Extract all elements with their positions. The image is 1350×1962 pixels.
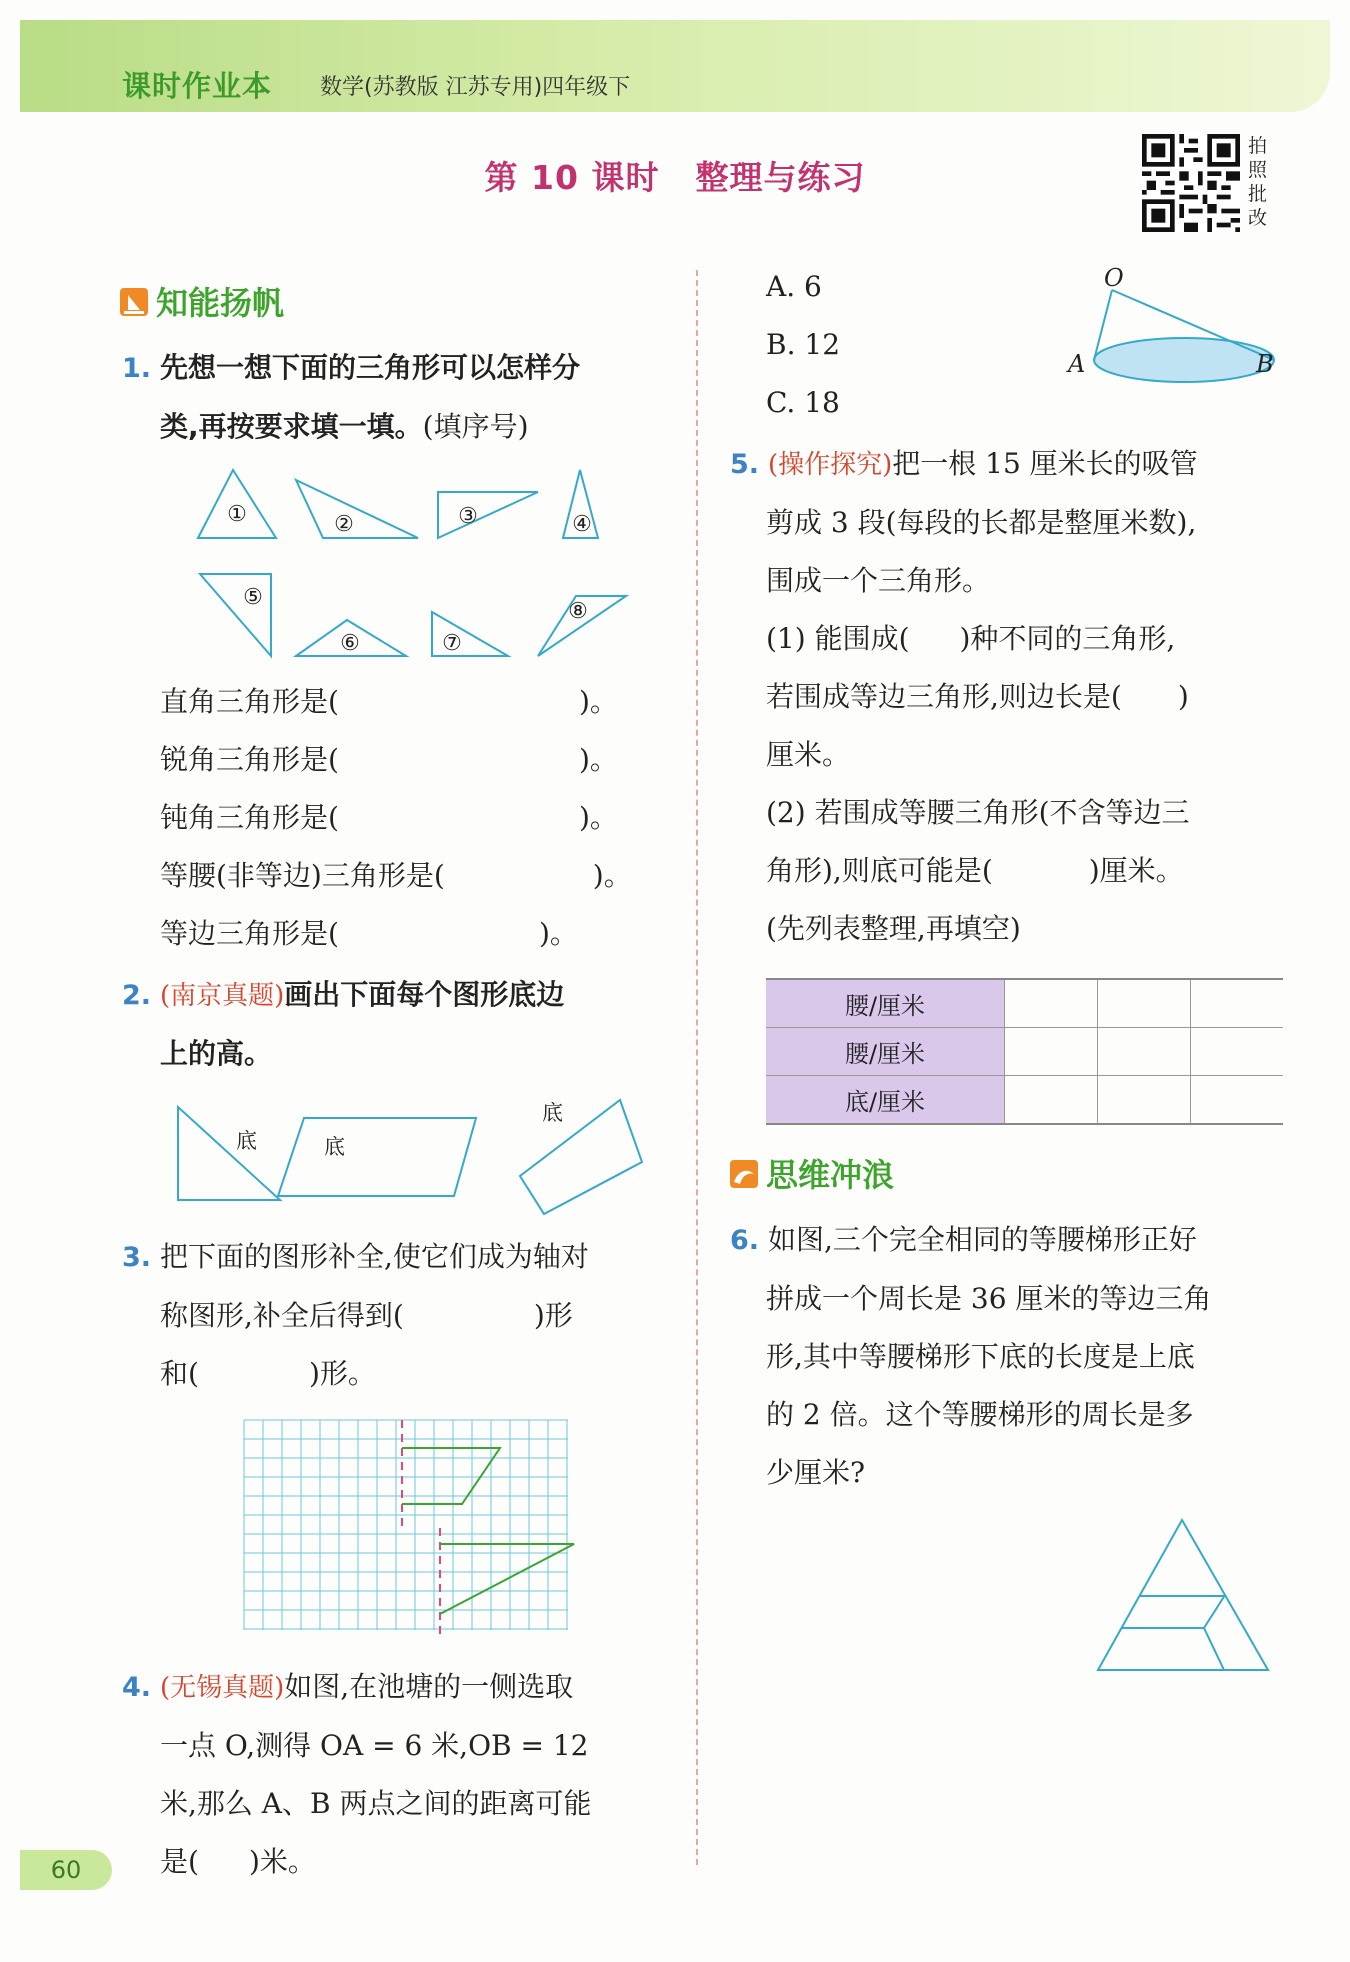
qr-code-icon[interactable] [1142,134,1240,232]
q1-blank-4-pre: 等腰(非等边)三角形是( [160,859,445,892]
triangle-2 [296,480,418,538]
q3-line1: 把下面的图形补全,使它们成为轴对 [159,1240,589,1273]
q2-quadrilateral [520,1100,642,1214]
q4-tag: (无锡真题) [159,1673,285,1703]
q5-p2a: (2) 若围成等腰三角形(不含等边三 [766,796,1190,829]
q6-triangle-figure [1094,1516,1274,1676]
q1-blank-1-pre: 直角三角形是( [160,685,339,718]
q5-p2b: 角形),则底可能是( [766,854,993,887]
q2-line2: 上的高。 [160,1037,273,1070]
point-o-label: O [1104,264,1124,292]
q1-blanks [160,673,680,963]
point-a-label: A [1068,350,1086,378]
q4-option-b[interactable]: B. 12 [766,328,841,361]
q6-line1: 如图,三个完全相同的等腰梯形正好 [767,1223,1197,1256]
q5-p1d: ) [1177,680,1189,713]
table-cell[interactable] [1191,1028,1284,1076]
q5-p1b: )种不同的三角形, [959,622,1176,655]
page-number: 60 [20,1850,112,1890]
pond-ellipse [1094,338,1274,382]
q3-line3b: )形。 [308,1357,376,1390]
section-title-1-text: 知能扬帆 [156,284,285,322]
triangle-label-4: ④ [572,512,592,537]
table-cell[interactable] [1191,1076,1284,1125]
qr-label: 拍照批改 [1248,135,1268,229]
q4-line2: 一点 O,测得 OA = 6 米,OB = 12 [160,1729,589,1762]
q3-number: 3. [122,1242,152,1273]
section-title-1 [120,278,284,324]
q5-number: 5. [730,449,760,480]
wave-icon [730,1160,758,1188]
q1-blank-3-post: )。 [578,801,618,834]
table-row [766,1076,1283,1125]
q2-figures[interactable] [170,1090,650,1220]
q1-blank-5-pre: 等边三角形是( [160,917,339,950]
brand-title: 课时作业本 [122,69,273,103]
table-cell[interactable] [1191,979,1284,1028]
table-row [766,1028,1283,1076]
q5-tag: (操作探究) [767,450,893,480]
triangle-label-3: ③ [458,504,478,529]
question-1 [122,339,682,456]
table-cell[interactable] [1005,979,1098,1028]
question-5 [730,435,1310,958]
q2-base-label-2: 底 [324,1135,345,1159]
q2-line1: 画出下面每个图形底边 [284,978,565,1011]
triangle-3 [438,492,538,538]
q5-row-label-2: 腰/厘米 [766,1028,1005,1076]
q5-row-label-3: 底/厘米 [766,1076,1005,1125]
q5-line1: 把一根 15 厘米长的吸管 [892,447,1198,480]
q1-number: 1. [122,353,152,384]
point-b-label: B [1256,350,1274,378]
q3-line3a: 和( [160,1357,199,1390]
q6-line5: 少厘米? [766,1456,866,1489]
column-divider [696,270,698,1865]
q1-blank-2-pre: 锐角三角形是( [160,743,339,776]
q6-line2: 拼成一个周长是 36 厘米的等边三角 [766,1282,1212,1315]
q5-p2d: (先列表整理,再填空) [766,912,1021,945]
q1-line1: 先想一想下面的三角形可以怎样分 [159,351,580,384]
q2-number: 2. [122,980,152,1011]
trapezoid-edge-3 [1204,1628,1224,1670]
q2-base-label-3: 底 [542,1101,563,1125]
question-3 [122,1228,682,1403]
section-title-2 [730,1150,894,1196]
q6-line4: 的 2 倍。这个等腰梯形的周长是多 [766,1398,1194,1431]
q4-line3: 米,那么 A、B 两点之间的距离可能 [160,1787,592,1820]
table-cell[interactable] [1005,1028,1098,1076]
q3-line2b: )形 [533,1299,573,1332]
q2-tag: (南京真题) [159,981,285,1011]
q4-line4b: )米。 [248,1845,316,1878]
triangle-label-5: ⑤ [243,585,263,610]
triangle-label-8: ⑧ [568,599,588,624]
q5-table[interactable] [766,978,1283,1125]
q2-base-label-1: 底 [236,1129,257,1153]
question-6 [730,1211,1310,1502]
q1-triangles-figure [180,460,630,670]
table-row [766,979,1283,1028]
sail-icon [120,288,148,316]
q5-row-label-1: 腰/厘米 [766,979,1005,1028]
table-cell[interactable] [1098,1028,1191,1076]
q5-line2: 剪成 3 段(每段的长都是整厘米数), [766,506,1197,539]
q4-number: 4. [122,1672,152,1703]
q4-line1: 如图,在池塘的一侧选取 [284,1670,574,1703]
table-cell[interactable] [1098,1076,1191,1125]
triangle-label-7: ⑦ [442,631,462,656]
q5-line3: 围成一个三角形。 [766,564,991,597]
q6-number: 6. [730,1225,760,1256]
q1-blank-4-post: )。 [592,859,632,892]
triangle-label-2: ② [334,512,354,537]
q3-shape-lower [440,1544,574,1614]
question-2 [122,966,682,1083]
section-title-2-text: 思维冲浪 [766,1156,895,1194]
q1-blank-5-post: )。 [538,917,578,950]
q1-blank-3-pre: 钝角三角形是( [160,801,339,834]
q5-p1a: (1) 能围成( [766,622,910,655]
q5-p1c: 若围成等边三角形,则边长是( [766,680,1122,713]
q3-line2a: 称图形,补全后得到( [160,1299,404,1332]
q2-right-triangle [178,1107,280,1200]
q4-option-c[interactable]: C. 18 [766,386,840,419]
triangle-label-1: ① [227,502,247,527]
q1-line2: 类,再按要求填一填。 [160,410,423,443]
subject-label: 数学(苏教版 江苏专用)四年级下 [320,75,631,100]
q5-p2c: )厘米。 [1088,854,1184,887]
q4-options [766,258,1066,432]
lesson-number: 第 10 课时 [484,158,660,197]
lesson-title: 整理与练习 [695,158,866,197]
q4-line4a: 是( [160,1845,199,1878]
q5-p1e: 厘米。 [766,738,851,771]
q4-pond-figure [1050,264,1290,394]
q1-blank-1-post: )。 [578,685,618,718]
q1-blank-2-post: )。 [578,743,618,776]
q1-note: (填序号) [422,410,529,443]
table-cell[interactable] [1098,979,1191,1028]
q2-parallelogram [278,1118,476,1196]
question-4 [122,1658,682,1891]
q4-option-a[interactable]: A. 6 [766,270,822,303]
table-cell[interactable] [1005,1076,1098,1125]
trapezoid-edge-4 [1204,1595,1225,1628]
q3-grid-figure[interactable] [242,1418,578,1640]
triangle-label-6: ⑥ [340,631,360,656]
q6-line3: 形,其中等腰梯形下底的长度是上底 [766,1340,1195,1373]
